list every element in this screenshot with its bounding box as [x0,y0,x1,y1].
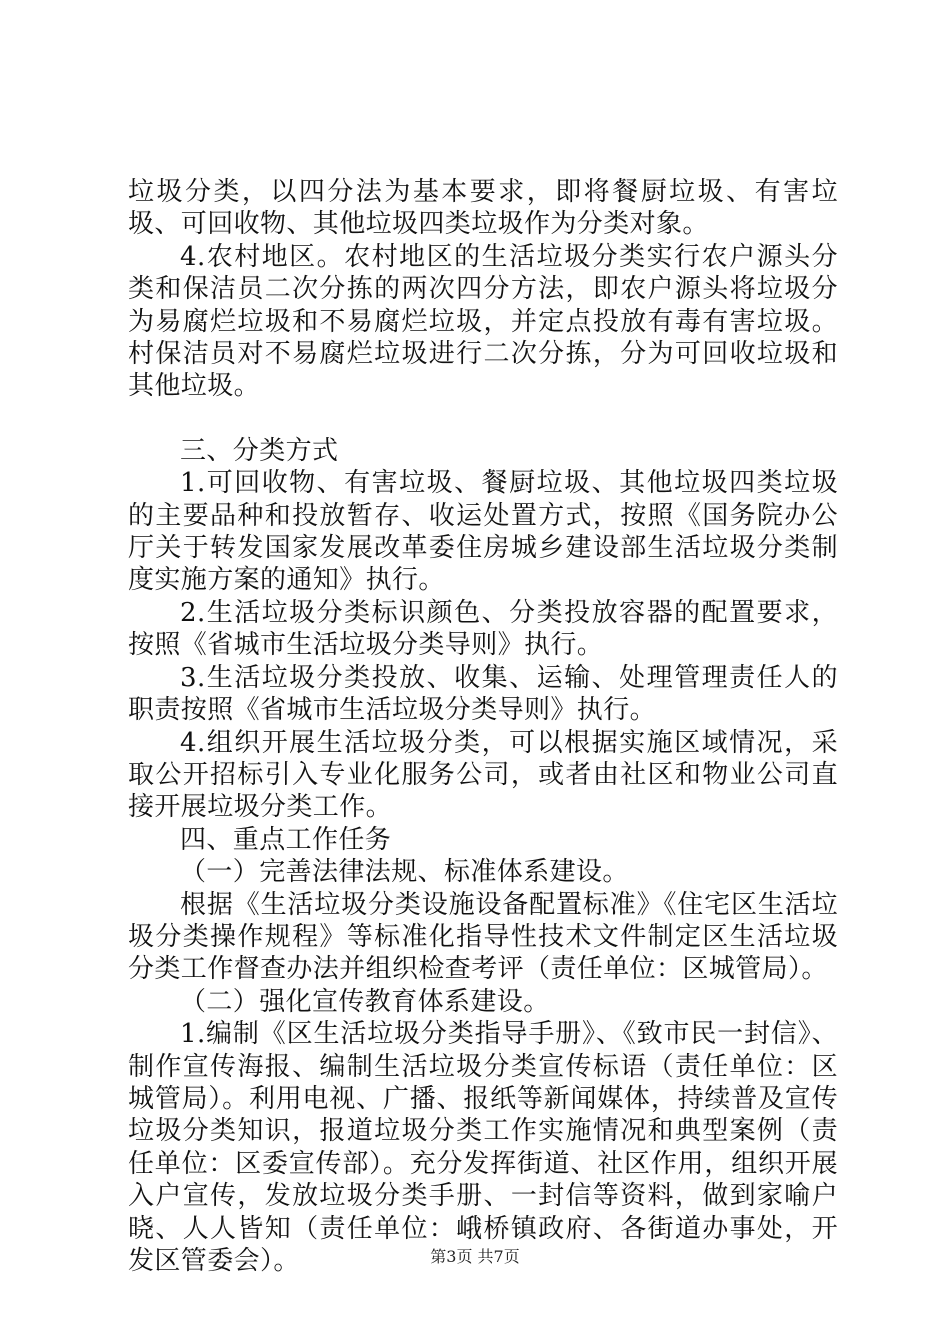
paragraph-continuation: 垃圾分类，以四分法为基本要求，即将餐厨垃圾、有害垃圾、可回收物、其他垃圾四类垃圾作为分类对象。 [128,177,838,240]
paragraph-method-2: 2.生活垃圾分类标识颜色、分类投放容器的配置要求，按照《省城市生活垃圾分类导则》执行。 [128,597,838,661]
paragraph-rural-area: 4.农村地区。农村地区的生活垃圾分类实行农户源头分类和保洁员二次分拣的两次四分方法，即农户源头将垃圾分为易腐烂垃圾和不易腐烂垃圾，并定点投放有毒有害垃圾。村保洁员对不易腐烂垃圾进行二次分拣，分为可回收垃圾和其他垃圾。 [128,241,838,402]
paragraph-spacer [128,403,838,435]
document-body [128,176,838,1277]
subsection-heading-publicity-education: （二）强化宣传教育体系建设。 [180,986,550,1017]
paragraph-method-4: 4.组织开展生活垃圾分类，可以根据实施区域情况，采取公开招标引入专业化服务公司，或者由社区和物业公司直接开展垃圾分类工作。 [128,727,838,823]
section-heading-key-tasks: 四、重点工作任务 [180,824,392,855]
paragraph-method-3: 3.生活垃圾分类投放、收集、运输、处理管理责任人的职责按照《省城市生活垃圾分类导则》执行。 [128,662,838,726]
paragraph-publicity-1: 1.编制《区生活垃圾分类指导手册》、《致市民一封信》、制作宣传海报、编制生活垃圾分类宣传标语（责任单位：区城管局）。利用电视、广播、报纸等新闻媒体，持续普及宣传垃圾分类知识，报道垃圾分类工作实施情况和典型案例（责任单位：区委宣传部）。充分发挥街道、社区作用，组织开展入户宣传，发放垃圾分类手册、一封信等资料，做到家喻户晓、人人皆知（责任单位：峨桥镇政府、各街道办事处，开发区管委会）。 [128,1019,838,1276]
subsection-heading-legal-standards: （一）完善法律法规、标准体系建设。 [180,857,629,888]
section-heading-classification-method: 三、分类方式 [180,435,339,466]
page-number-footer: 第3页 共7页 [430,1247,520,1266]
paragraph-legal-standards: 根据《生活垃圾分类设施设备配置标准》《住宅区生活垃圾分类操作规程》等标准化指导性技术文件制定区生活垃圾分类工作督查办法并组织检查考评（责任单位：区城管局）。 [128,889,838,985]
paragraph-method-1: 1.可回收物、有害垃圾、餐厨垃圾、其他垃圾四类垃圾的主要品种和投放暂存、收运处置方式，按照《国务院办公厅关于转发国家发展改革委住房城乡建设部生活垃圾分类制度实施方案的通知》执行。 [128,468,838,596]
